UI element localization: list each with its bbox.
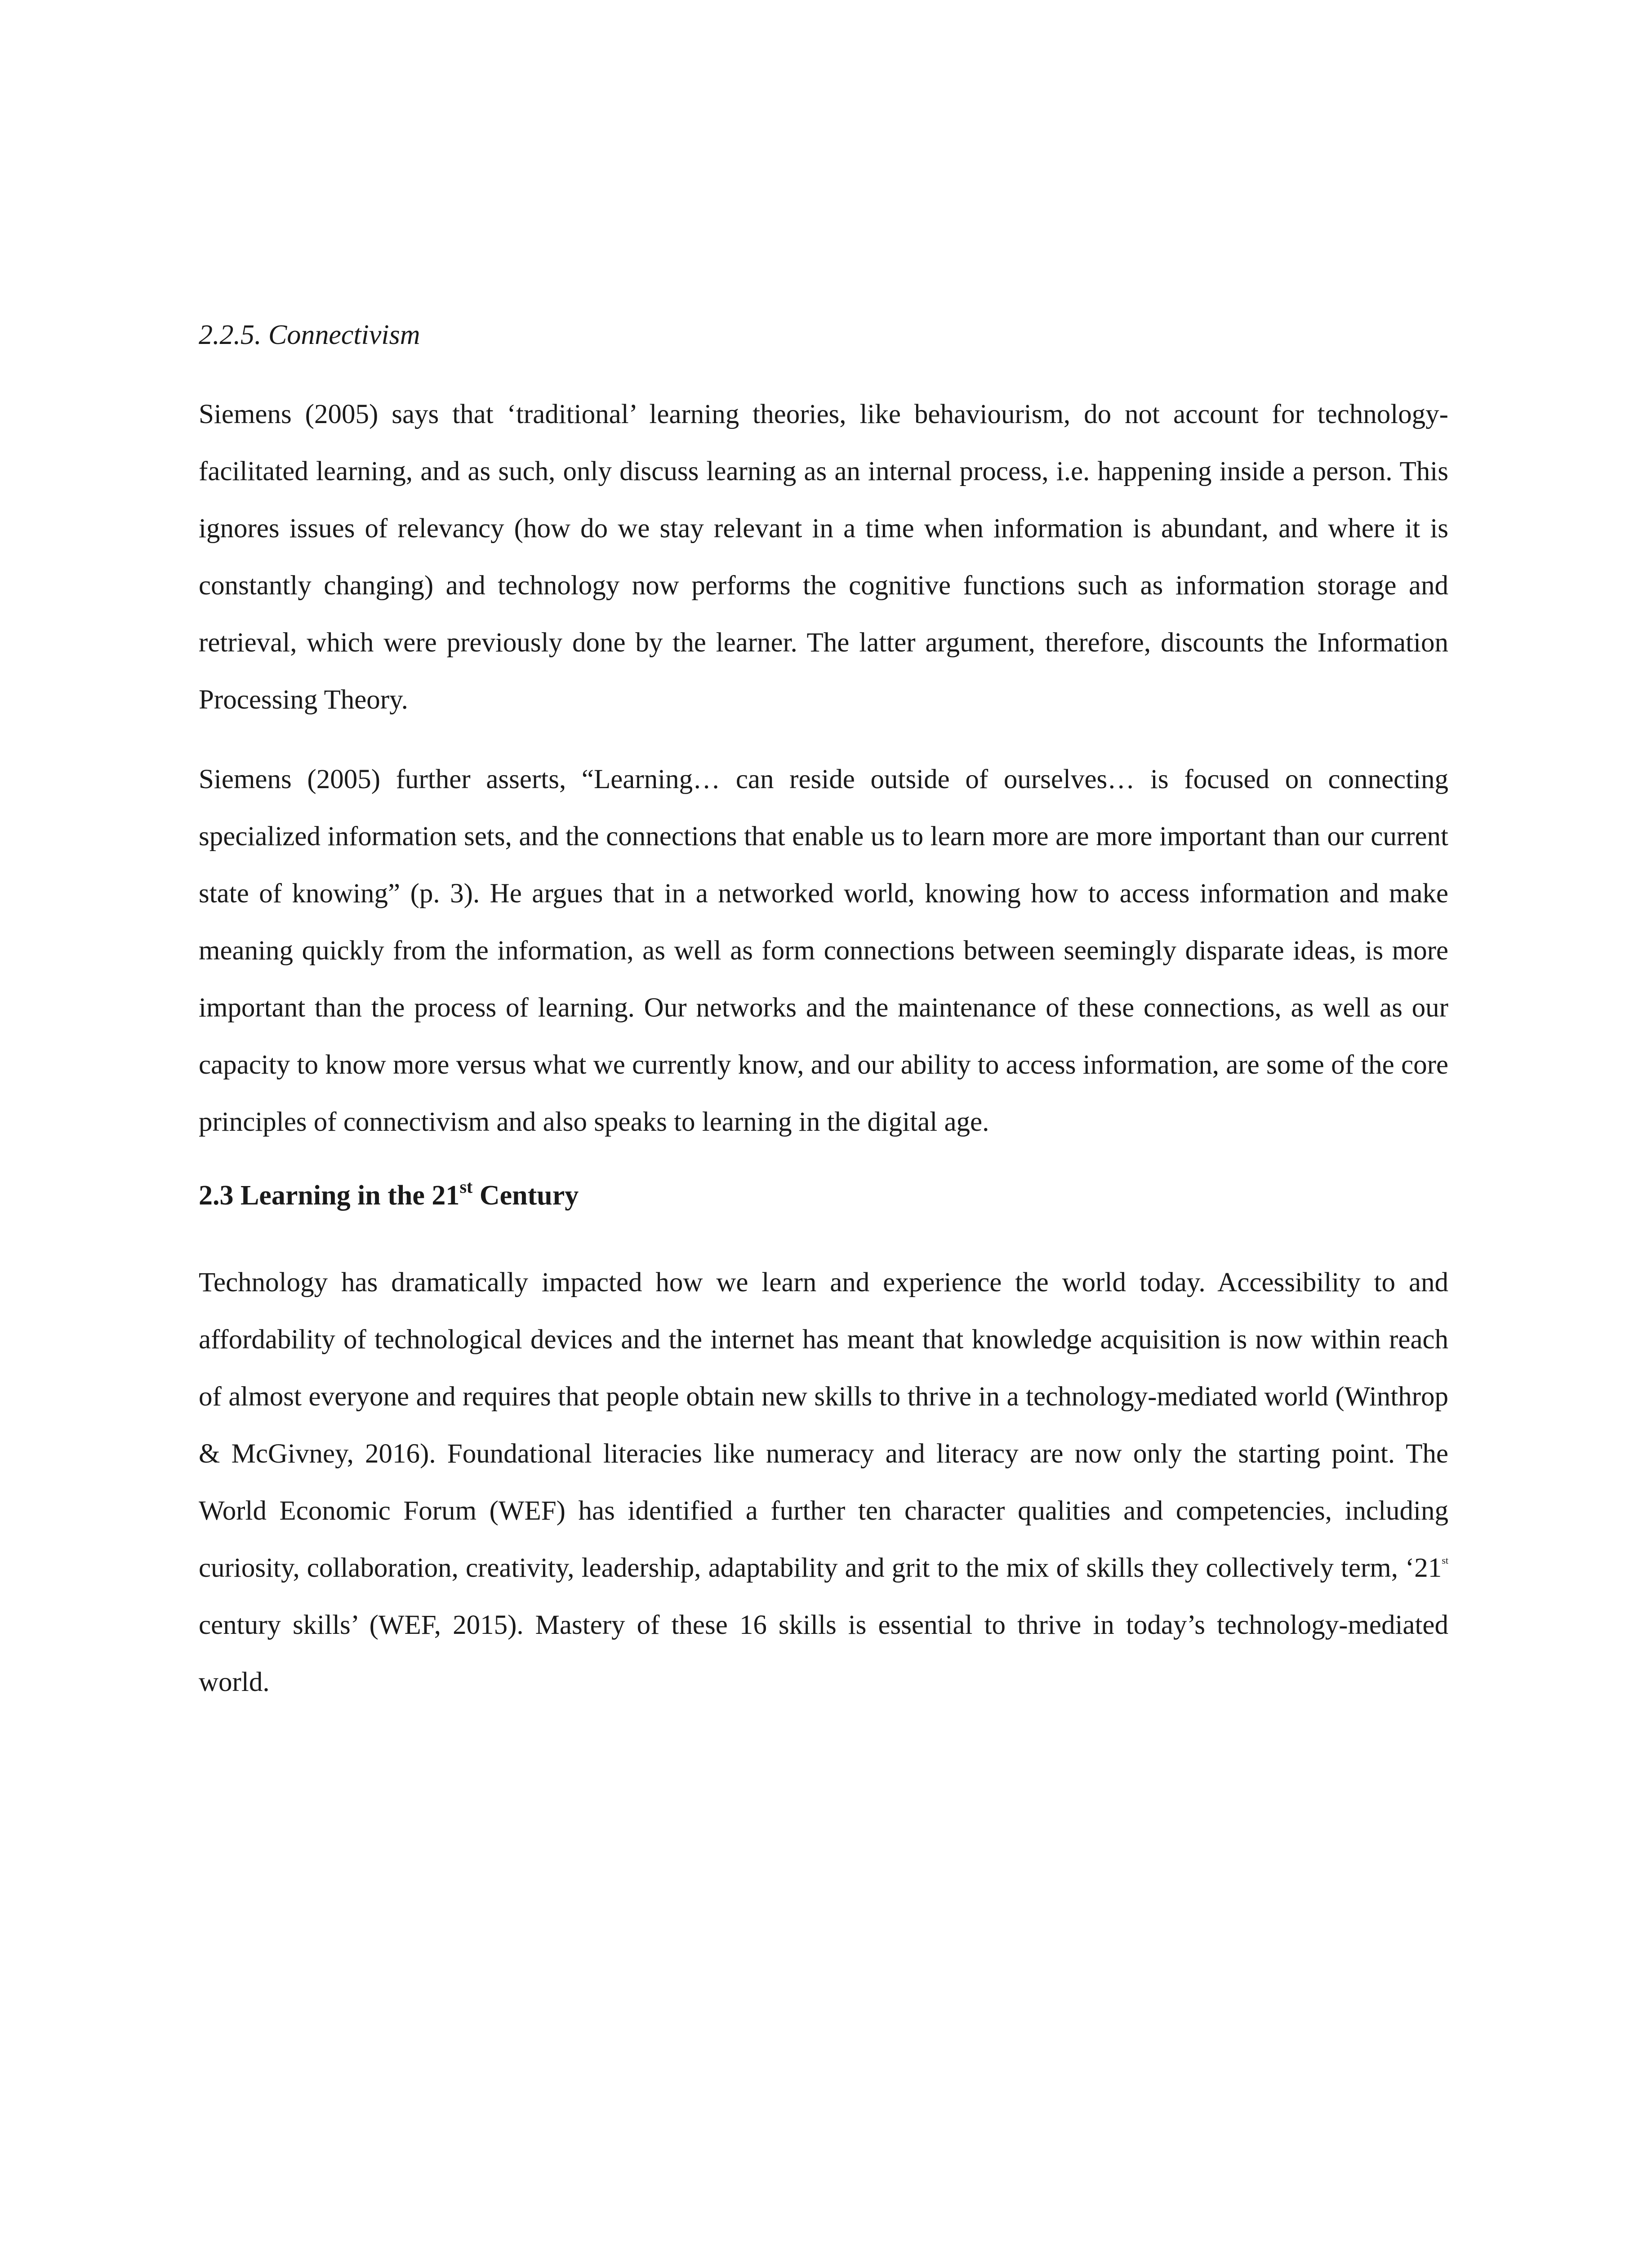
paragraph-21st-century-superscript: st: [1442, 1554, 1448, 1566]
subsection-heading-connectivism: 2.2.5. Connectivism: [199, 320, 420, 350]
page-content: [199, 315, 1448, 1733]
section-heading-prefix: 2.3 Learning in the 21: [199, 1180, 460, 1211]
paragraph-21st-century: [199, 1254, 1448, 1711]
paragraph-21st-century-text-after: century skills’ (WEF, 2015). Mastery of these 16 skills is essential to thrive in today’s technology-mediated world.: [199, 1610, 1448, 1697]
paragraph-connectivism-1: Siemens (2005) says that ‘traditional’ learning theories, like behaviourism, do not account for technology-facilitated learning, and as such, only discuss learning as an internal process, i.e. happening inside a person. This ignores issues of relevancy (how do we stay relevant in a time when information is abundant, and where it is constantly changing) and technology now performs the cognitive functions such as information storage and retrieval, which were previously done by the learner. The latter argument, therefore, discounts the Information Processing Theory.: [199, 399, 1448, 715]
paragraph-21st-century-text-before: Technology has dramatically impacted how we learn and experience the world today. Accessibility to and affordability of technological devices and the internet has meant that knowledge acquisition is now within reach of almost everyone and requires that people obtain new skills to thrive in a technology-mediated world (Winthrop & McGivney, 2016). Foundational literacies like numeracy and literacy are now only the starting point. The World Economic Forum (WEF) has identified a further ten character qualities and competencies, including curiosity, collaboration, creativity, leadership, adaptability and grit to the mix of skills they collectively term, ‘21: [199, 1267, 1448, 1583]
section-heading-superscript: st: [459, 1177, 473, 1197]
section-heading-suffix: Century: [472, 1180, 579, 1211]
paragraph-connectivism-2: Siemens (2005) further asserts, “Learning… can reside outside of ourselves… is focused on connecting specialized information sets, and the connections that enable us to learn more are more important than our current state of knowing” (p. 3). He argues that in a networked world, knowing how to access information and make meaning quickly from the information, as well as form connections between seemingly disparate ideas, is more important than the process of learning. Our networks and the maintenance of these connections, as well as our capacity to know more versus what we currently know, and our ability to access information, are some of the core principles of connectivism and also speaks to learning in the digital age.: [199, 764, 1448, 1137]
section-heading-21st-century: [199, 1173, 1448, 1218]
